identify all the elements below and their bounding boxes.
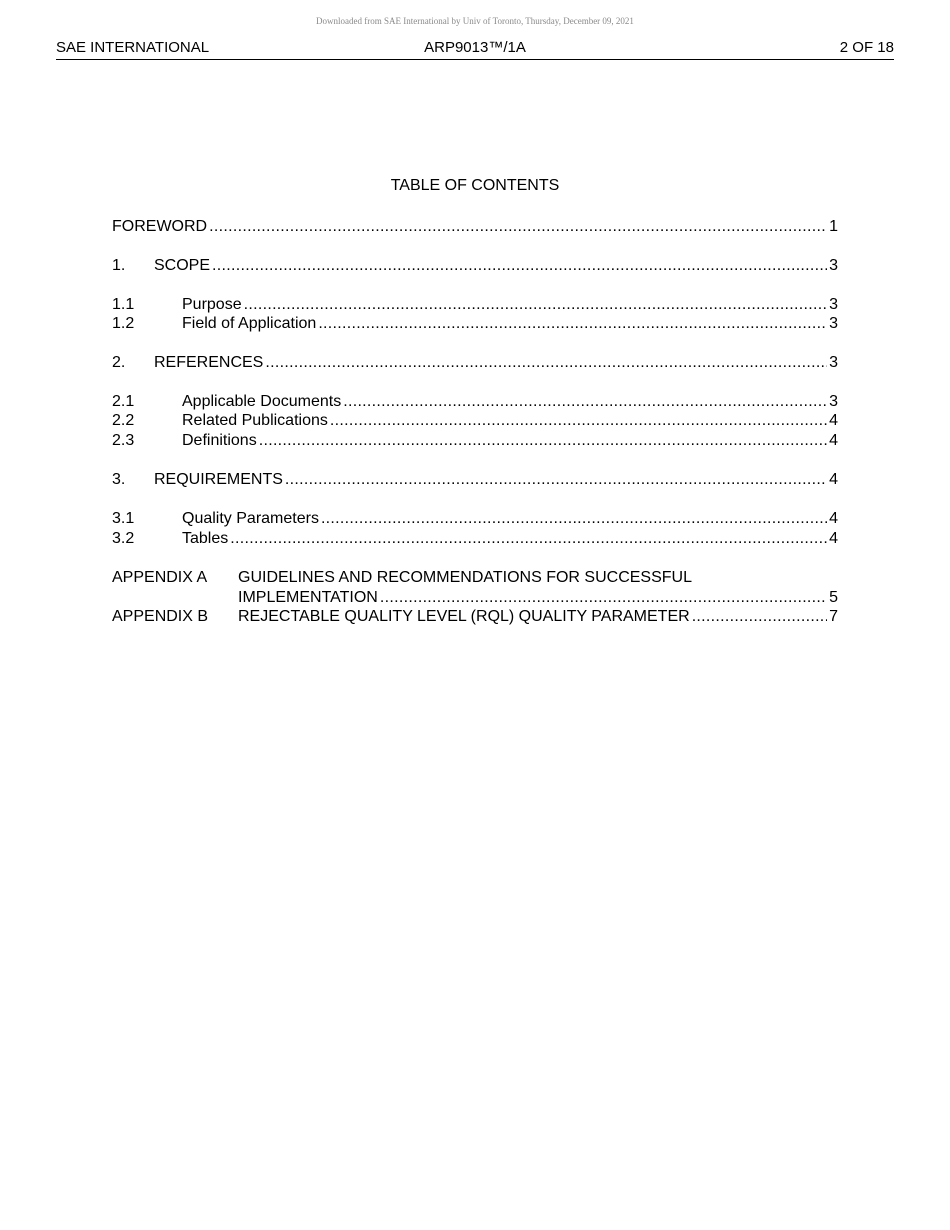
dot-leader bbox=[285, 470, 827, 489]
toc-entry-number: 1.1 bbox=[112, 296, 135, 313]
toc-entry-page: 4 bbox=[829, 412, 838, 429]
toc-entry-label: GUIDELINES AND RECOMMENDATIONS FOR SUCCESSFUL bbox=[238, 569, 692, 586]
toc-entry-label: FOREWORD bbox=[112, 218, 208, 235]
dot-leader bbox=[343, 392, 827, 411]
toc-entry-requirements[interactable] bbox=[112, 470, 838, 489]
toc-entry-page: 3 bbox=[829, 354, 838, 371]
toc-entry-field-of-application[interactable] bbox=[112, 314, 838, 333]
toc-entry-number: 3.2 bbox=[112, 530, 135, 547]
appendix-a-line-2 bbox=[112, 588, 838, 607]
toc-entry-page: 3 bbox=[829, 393, 838, 410]
dot-leader bbox=[380, 588, 827, 607]
toc-entry-label: Tables bbox=[182, 530, 229, 547]
toc-entry-label-continued: IMPLEMENTATION bbox=[238, 589, 378, 606]
toc-entry-number: 2.1 bbox=[112, 393, 135, 410]
toc-entry-label: Quality Parameters bbox=[182, 510, 319, 527]
toc-entry-label: Field of Application bbox=[182, 315, 317, 332]
toc-entry-label: Applicable Documents bbox=[182, 393, 342, 410]
toc-entry-page: 7 bbox=[829, 608, 838, 625]
appendix-a-line-1 bbox=[112, 568, 838, 587]
toc-entry-definitions[interactable] bbox=[112, 431, 838, 450]
toc-entry-page: 1 bbox=[829, 218, 838, 235]
dot-leader bbox=[265, 353, 827, 372]
toc-entry-purpose[interactable] bbox=[112, 295, 838, 314]
dot-leader bbox=[230, 529, 827, 548]
toc-entry-page: 4 bbox=[829, 471, 838, 488]
toc-entry-page: 3 bbox=[829, 257, 838, 274]
toc-entry-page: 4 bbox=[829, 432, 838, 449]
toc-entry-applicable-documents[interactable] bbox=[112, 392, 838, 411]
dot-leader bbox=[209, 217, 827, 236]
page-number: 2 OF 18 bbox=[839, 39, 894, 56]
toc-entry-page: 3 bbox=[829, 296, 838, 313]
dot-leader bbox=[321, 509, 827, 528]
toc-entry-foreword[interactable] bbox=[112, 217, 838, 236]
dot-leader bbox=[244, 295, 828, 314]
toc-entry-number: 3.1 bbox=[112, 510, 135, 527]
toc-entry-quality-parameters[interactable] bbox=[112, 509, 838, 528]
toc-entry-page: 4 bbox=[829, 510, 838, 527]
dot-leader bbox=[330, 411, 827, 430]
toc-title: TABLE OF CONTENTS bbox=[390, 177, 560, 194]
toc-entry-label: REFERENCES bbox=[154, 354, 264, 371]
toc-entry-number: APPENDIX B bbox=[112, 608, 209, 625]
dot-leader bbox=[259, 431, 827, 450]
dot-leader bbox=[318, 314, 827, 333]
toc-entry-scope[interactable] bbox=[112, 256, 838, 275]
dot-leader bbox=[692, 607, 827, 626]
toc-entry-number: 2.3 bbox=[112, 432, 135, 449]
toc-entry-label: Definitions bbox=[182, 432, 257, 449]
toc-entry-label: REQUIREMENTS bbox=[154, 471, 283, 488]
toc-entry-appendix-b[interactable] bbox=[112, 607, 838, 626]
toc-entry-number: 1. bbox=[112, 257, 126, 274]
page-header bbox=[56, 39, 894, 60]
toc-entry-related-publications[interactable] bbox=[112, 411, 838, 430]
toc-entry-page: 5 bbox=[829, 589, 838, 606]
toc-entry-label: SCOPE bbox=[154, 257, 211, 274]
toc-entry-page: 3 bbox=[829, 315, 838, 332]
toc-entry-page: 4 bbox=[829, 530, 838, 547]
toc-entry-number: APPENDIX A bbox=[112, 569, 208, 586]
toc-entry-label: REJECTABLE QUALITY LEVEL (RQL) QUALITY PARAMETER bbox=[238, 608, 690, 625]
toc-entry-tables[interactable] bbox=[112, 529, 838, 548]
publisher-name: SAE INTERNATIONAL bbox=[56, 39, 210, 56]
toc-entry-number: 1.2 bbox=[112, 315, 135, 332]
toc-entry-label: Purpose bbox=[182, 296, 242, 313]
toc-entry-number: 2. bbox=[112, 354, 126, 371]
dot-leader bbox=[212, 256, 827, 275]
download-watermark: Downloaded from SAE International by Univ of Toronto, Thursday, December 09, 2021 bbox=[316, 16, 634, 26]
toc-entry-number: 3. bbox=[112, 471, 126, 488]
toc-entry-label: Related Publications bbox=[182, 412, 328, 429]
document-number: ARP9013™/1A bbox=[424, 39, 526, 56]
toc-entry-number: 2.2 bbox=[112, 412, 135, 429]
toc-entry-references[interactable] bbox=[112, 353, 838, 372]
